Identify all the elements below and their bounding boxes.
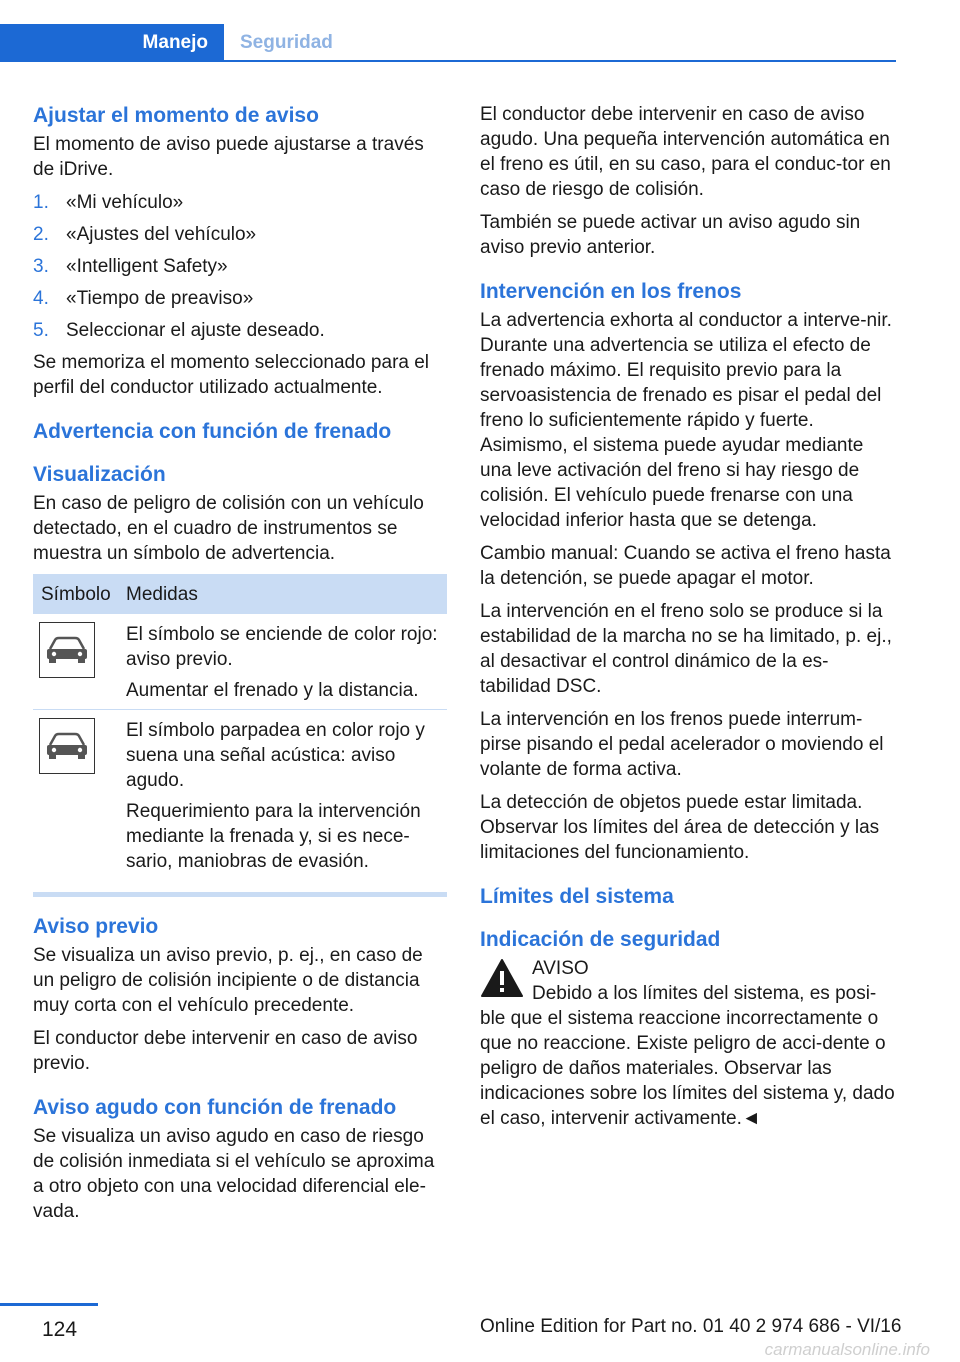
table-header: [33, 574, 447, 614]
step-number: 2.: [33, 224, 49, 245]
column-header-medidas: Medidas: [126, 583, 198, 605]
heading-advertencia: Advertencia con función de frenado: [33, 420, 392, 443]
cell-text: El símbolo se enciende de color rojo: aviso previo.: [126, 624, 438, 670]
car-warning-icon: [39, 622, 95, 678]
paragraph: Cambio manual: Cuando se activa el freno hasta la detención, se puede apagar el motor.: [480, 543, 891, 589]
paragraph: También se puede activar un aviso agudo sin aviso previo anterior.: [480, 212, 861, 258]
step-text: «Mi vehículo»: [66, 192, 184, 213]
list-item: [33, 190, 449, 215]
list-item: [33, 254, 449, 279]
step-text: Seleccionar el ajuste deseado.: [66, 320, 325, 341]
heading-ajustar: Ajustar el momento de aviso: [33, 104, 319, 127]
measures-cell: [126, 622, 447, 709]
heading-limites: Límites del sistema: [480, 885, 674, 908]
paragraph: En caso de peligro de colisión con un vehículo detectado, en el cuadro de instrumentos se muestra un símbolo de advertencia.: [33, 493, 424, 564]
paragraph: Se visualiza un aviso previo, p. ej., en caso de un peligro de colisión incipiente o de distancia muy corta con el vehículo precedente.: [33, 945, 423, 1016]
warning-triangle-icon: [480, 958, 530, 1005]
paragraph: El conductor debe intervenir en caso de aviso agudo. Una pequeña intervención automática en el freno es útil, en su caso, para el conduc-tor en caso de riesgo de colisión.: [480, 104, 891, 200]
column-header-symbol: Símbolo: [41, 583, 111, 605]
paragraph: La advertencia exhorta al conductor a interve-nir. Durante una advertencia se utiliza el efecto de frenado máximo. El requisito previo para la servoasistencia de frenado es pisar el pedal del freno lo suficientemente rápido y fuerte. Asimismo, el sistema puede ayudar mediante una leve activación del freno si hay riesgo de colisión. El vehículo puede frenarse con una velocidad inferior hasta que se detenga.: [480, 310, 892, 531]
symbol-cell: [33, 718, 126, 880]
heading-visualizacion: Visualización: [33, 463, 166, 486]
warning-title: AVISO: [532, 958, 589, 979]
paragraph: La detección de objetos puede estar limitada. Observar los límites del área de detección y las limitaciones del funcionamiento.: [480, 792, 880, 863]
tab-seguridad[interactable]: Seguridad: [240, 32, 333, 53]
paragraph: El momento de aviso puede ajustarse a través de iDrive.: [33, 134, 424, 180]
warning-text: ble que el sistema reaccione incorrectamente o que no reaccione. Existe peligro de acci-dente o peligro de daños materiales. Observar las indicaciones sobre los límites del sistema y, dado el caso, intervenir activamente.◄: [480, 1008, 895, 1129]
step-number: 1.: [33, 192, 49, 213]
heading-intervencion: Intervención en los frenos: [480, 280, 742, 303]
heading-aviso-previo: Aviso previo: [33, 915, 159, 938]
edition-text: Online Edition for Part no. 01 40 2 974 686 - VI/16: [480, 1316, 902, 1337]
paragraph: Se visualiza un aviso agudo en caso de riesgo de colisión inmediata si el vehículo se aproxima a otro objeto con una velocidad diferencial ele-vada.: [33, 1126, 435, 1222]
right-column: [480, 102, 896, 1139]
paragraph: Se memoriza el momento seleccionado para el perfil del conductor utilizado actualmente.: [33, 352, 430, 398]
cell-text: El símbolo parpadea en color rojo y suena una señal acústica: aviso agudo.: [126, 720, 425, 791]
watermark: carmanualsonline.info: [764, 1340, 930, 1359]
warning-text: Debido a los límites del sistema, es posi-: [532, 983, 877, 1004]
list-item: [33, 286, 449, 311]
step-number: 3.: [33, 256, 49, 277]
step-text: «Ajustes del vehículo»: [66, 224, 257, 245]
chapter-header: [0, 24, 896, 62]
heading-indicacion: Indicación de seguridad: [480, 928, 721, 951]
paragraph: La intervención en el freno solo se produce si la estabilidad de la marcha no se ha limitado, p. ej., al desactivar el control dinámico de la es-tabilidad DSC.: [480, 601, 892, 697]
cell-text: Aumentar el frenado y la distancia.: [126, 680, 419, 701]
steps-list: [33, 190, 449, 343]
list-item: [33, 222, 449, 247]
step-number: 4.: [33, 288, 49, 309]
safety-notice: [480, 956, 896, 1006]
paragraph: La intervención en los frenos puede interrum-pirse pisando el pedal acelerador o moviendo el volante de forma activa.: [480, 709, 884, 780]
car-warning-icon: [39, 718, 95, 774]
step-text: «Intelligent Safety»: [66, 256, 228, 277]
heading-aviso-agudo: Aviso agudo con función de frenado: [33, 1096, 397, 1119]
measures-cell: [126, 718, 447, 880]
symbol-table: [33, 574, 447, 897]
step-number: 5.: [33, 320, 49, 341]
page-number: 124: [42, 1318, 78, 1341]
list-item: [33, 318, 449, 343]
paragraph: El conductor debe intervenir en caso de aviso previo.: [33, 1028, 418, 1074]
cell-text: Requerimiento para la intervención mediante la frenada y, si es nece-sario, maniobras de evasión.: [126, 801, 421, 872]
tab-manejo[interactable]: Manejo: [0, 24, 224, 62]
footer-rule: [0, 1303, 98, 1306]
symbol-cell: [33, 622, 126, 709]
left-column: [33, 102, 449, 1232]
table-row: [33, 710, 447, 880]
step-text: «Tiempo de preaviso»: [66, 288, 254, 309]
table-row: [33, 614, 447, 710]
